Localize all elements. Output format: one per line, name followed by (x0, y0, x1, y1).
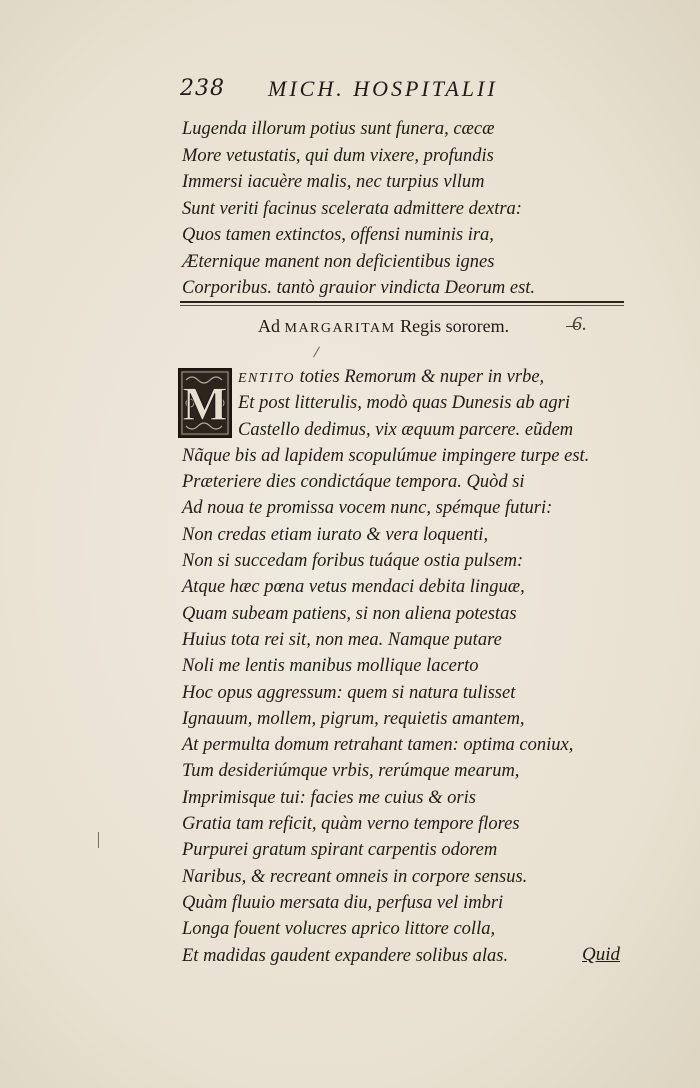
verse-line: Et post litterulis, modò quas Dunesis ab agri (238, 393, 570, 414)
verse-line: Longa fouent volucres aprico littore colla, (182, 919, 496, 940)
margin-annotation: 6. (572, 313, 587, 335)
verse-line: Quam subeam patiens, si non aliena potestas (182, 603, 517, 624)
verse-line: Sunt veriti facinus scelerata admittere dextra: (182, 198, 522, 219)
verse-line: Atque hæc pœna vetus mendaci debita linguæ, (182, 577, 525, 598)
verse-line: Tum desideriúmque vrbis, rerúmque mearum, (182, 761, 520, 782)
verse-line: Ignauum, mollem, pigrum, requietis amantem, (182, 708, 525, 729)
page-header (180, 76, 630, 108)
verse-line: More vetustatis, qui dum vixere, profundis (182, 145, 494, 166)
catchword: Quid (582, 944, 620, 965)
verse-line-first (182, 364, 642, 390)
verse-line: At permulta domum retrahant tamen: optima coniux, (182, 735, 574, 756)
pen-mark (313, 347, 320, 358)
verse-line: Et madidas gaudent expandere solibus alas. (182, 945, 509, 966)
verse-line: Gratia tam reficit, quàm verno tempore flores (182, 814, 520, 835)
verse-line: Corporibus. tantò grauior vindicta Deorum est. (182, 278, 536, 298)
heading-suffix: Regis sororem. (395, 316, 510, 336)
verse-line: Nãque bis ad lapidem scopulúmue impingere turpe est. (182, 445, 590, 466)
lead-caps: ENTITO (238, 371, 295, 386)
verse-line: Huius tota rei sit, non mea. Namque putare (182, 629, 502, 650)
running-head: MICH. HOSPITALII (268, 76, 498, 101)
main-verse (182, 364, 642, 969)
page-number: 238 (180, 76, 225, 101)
verse-line: Æternique manent non deficientibus ignes (182, 251, 495, 272)
top-verse (182, 116, 632, 302)
heading-name: MARGARITAM (284, 321, 396, 336)
verse-line: Castello dedimus, vix æquum parcere. eũdem (238, 419, 574, 440)
verse-line: Purpurei gratum spirant carpentis odorem (182, 840, 498, 861)
verse-line: Immersi iacuère malis, nec turpius vllum (182, 172, 485, 192)
verse-line: Imprimisque tui: facies me cuius & oris (182, 787, 476, 808)
verse-line: Quos tamen extinctos, offensi numinis ira, (182, 225, 494, 245)
verse-line: Ad noua te promissa vocem nunc, spémque futuri: (182, 498, 553, 519)
first-line-rest: toties Remorum & nuper in vrbe, (294, 367, 545, 387)
verse-line: Naribus, & recreant omneis in corpore sensus. (182, 866, 528, 887)
section-rule (180, 301, 624, 303)
verse-line: Non credas etiam iurato & vera loquenti, (182, 524, 489, 545)
verse-line: Quàm fluuio mersata diu, perfusa vel imbri (182, 892, 504, 913)
margin-tick (98, 832, 99, 848)
verse-line: Noli me lentis manibus mollique lacerto (182, 656, 479, 677)
heading-prefix: Ad (258, 316, 285, 336)
verse-line: Hoc opus aggressum: quem si natura tulisset (182, 682, 516, 703)
verse-line: Lugenda illorum potius sunt funera, cæcæ (182, 119, 495, 139)
verse-line: Præteriere dies condictáque tempora. Quòd si (182, 472, 525, 493)
poem-heading (258, 316, 509, 337)
initial-letter: M (182, 378, 228, 431)
verse-line: Non si succedam foribus tuáque ostia pulsem: (182, 551, 524, 572)
section-rule-thin (180, 305, 624, 306)
